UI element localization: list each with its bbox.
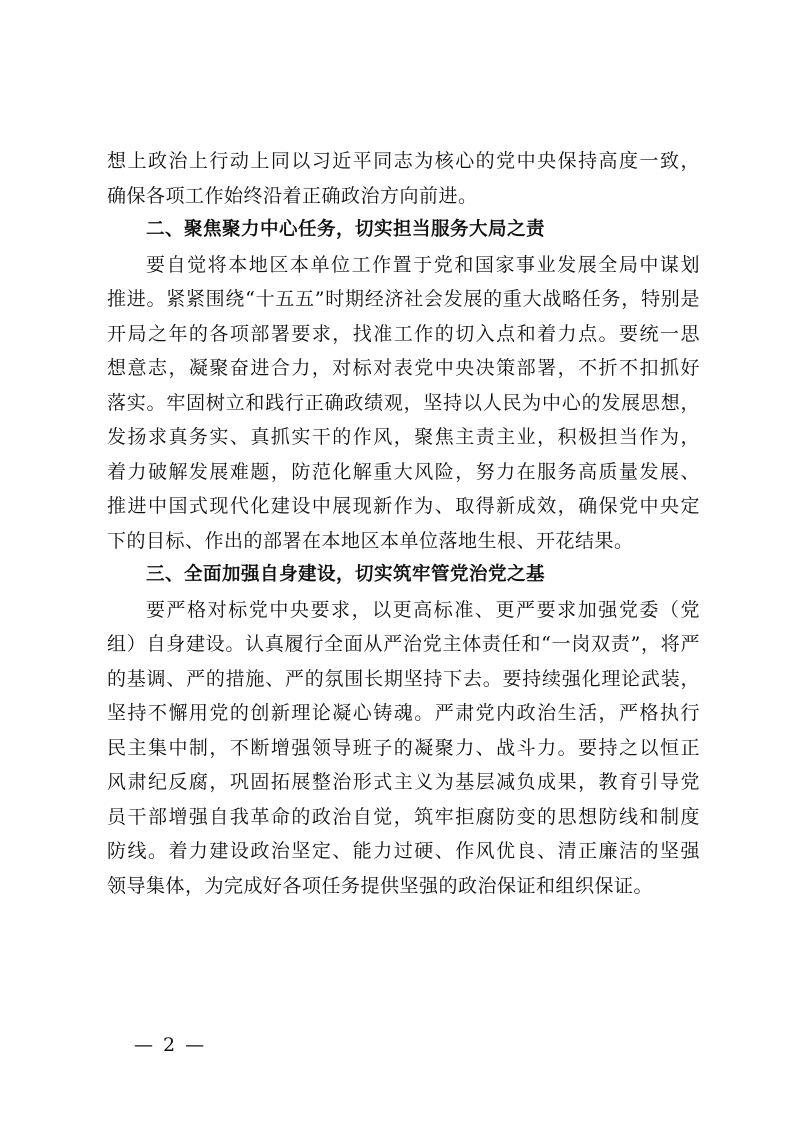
- body-text: [107, 144, 700, 903]
- text-line: 防线。着力建设政治坚定、能力过硬、作风优良、清正廉洁的坚强: [107, 840, 700, 862]
- text-line: 坚持不懈用党的创新理论凝心铸魂。严肃党内政治生活，严格执行: [107, 702, 700, 724]
- text-line: 的基调、严的措施、严的氛围长期坚持下去。要持续强化理论武装，: [107, 667, 700, 690]
- section-heading-2: 二、聚焦聚力中心任务，切实担当服务大局之责: [146, 219, 546, 240]
- text-line: 推进。紧紧围绕“十五五”时期经济社会发展的重大战略任务，特别是: [107, 288, 700, 310]
- text-line: 想意志，凝聚奋进合力，对标对表党中央决策部署，不折不扣抓好: [107, 357, 700, 379]
- text-line: 领导集体，为完成好各项任务提供坚强的政治保证和组织保证。: [107, 874, 654, 897]
- text-line: 推进中国式现代化建设中展现新作为、取得新成效，确保党中央定: [107, 495, 700, 517]
- text-line: 发扬求真务实、真抓实干的作风，聚焦主责主业，积极担当作为，: [107, 426, 700, 448]
- text-line: 员干部增强自我革命的政治自觉，筑牢拒腐防变的思想防线和制度: [107, 805, 700, 828]
- text-line: 落实。牢固树立和践行正确政绩观，坚持以人民为中心的发展思想，: [107, 391, 700, 414]
- text-line: 要自觉将本地区本单位工作置于党和国家事业发展全局中谋划: [146, 253, 700, 276]
- text-line: 民主集中制，不断增强领导班子的凝聚力、战斗力。要持之以恒正: [107, 736, 700, 759]
- section-heading-3: 三、全面加强自身建设，切实筑牢管党治党之基: [146, 564, 546, 585]
- page-number: — 2 —: [134, 1034, 207, 1056]
- text-line: 开局之年的各项部署要求，找准工作的切入点和着力点。要统一思: [107, 322, 700, 345]
- text-line: 要严格对标党中央要求，以更高标准、更严要求加强党委（党: [146, 598, 700, 621]
- text-line: 下的目标、作出的部署在本地区本单位落地生根、开花结果。: [107, 529, 634, 552]
- text-line: 想上政治上行动上同以习近平同志为核心的党中央保持高度一致，: [107, 150, 700, 172]
- text-line: 风肃纪反腐，巩固拓展整治形式主义为基层减负成果，教育引导党: [107, 771, 700, 793]
- text-line: 组）自身建设。认真履行全面从严治党主体责任和“一岗双责”，将严: [107, 633, 700, 655]
- text-line: 着力破解发展难题，防范化解重大风险，努力在服务高质量发展、: [107, 460, 700, 483]
- text-line: 确保各项工作始终沿着正确政治方向前进。: [107, 184, 478, 207]
